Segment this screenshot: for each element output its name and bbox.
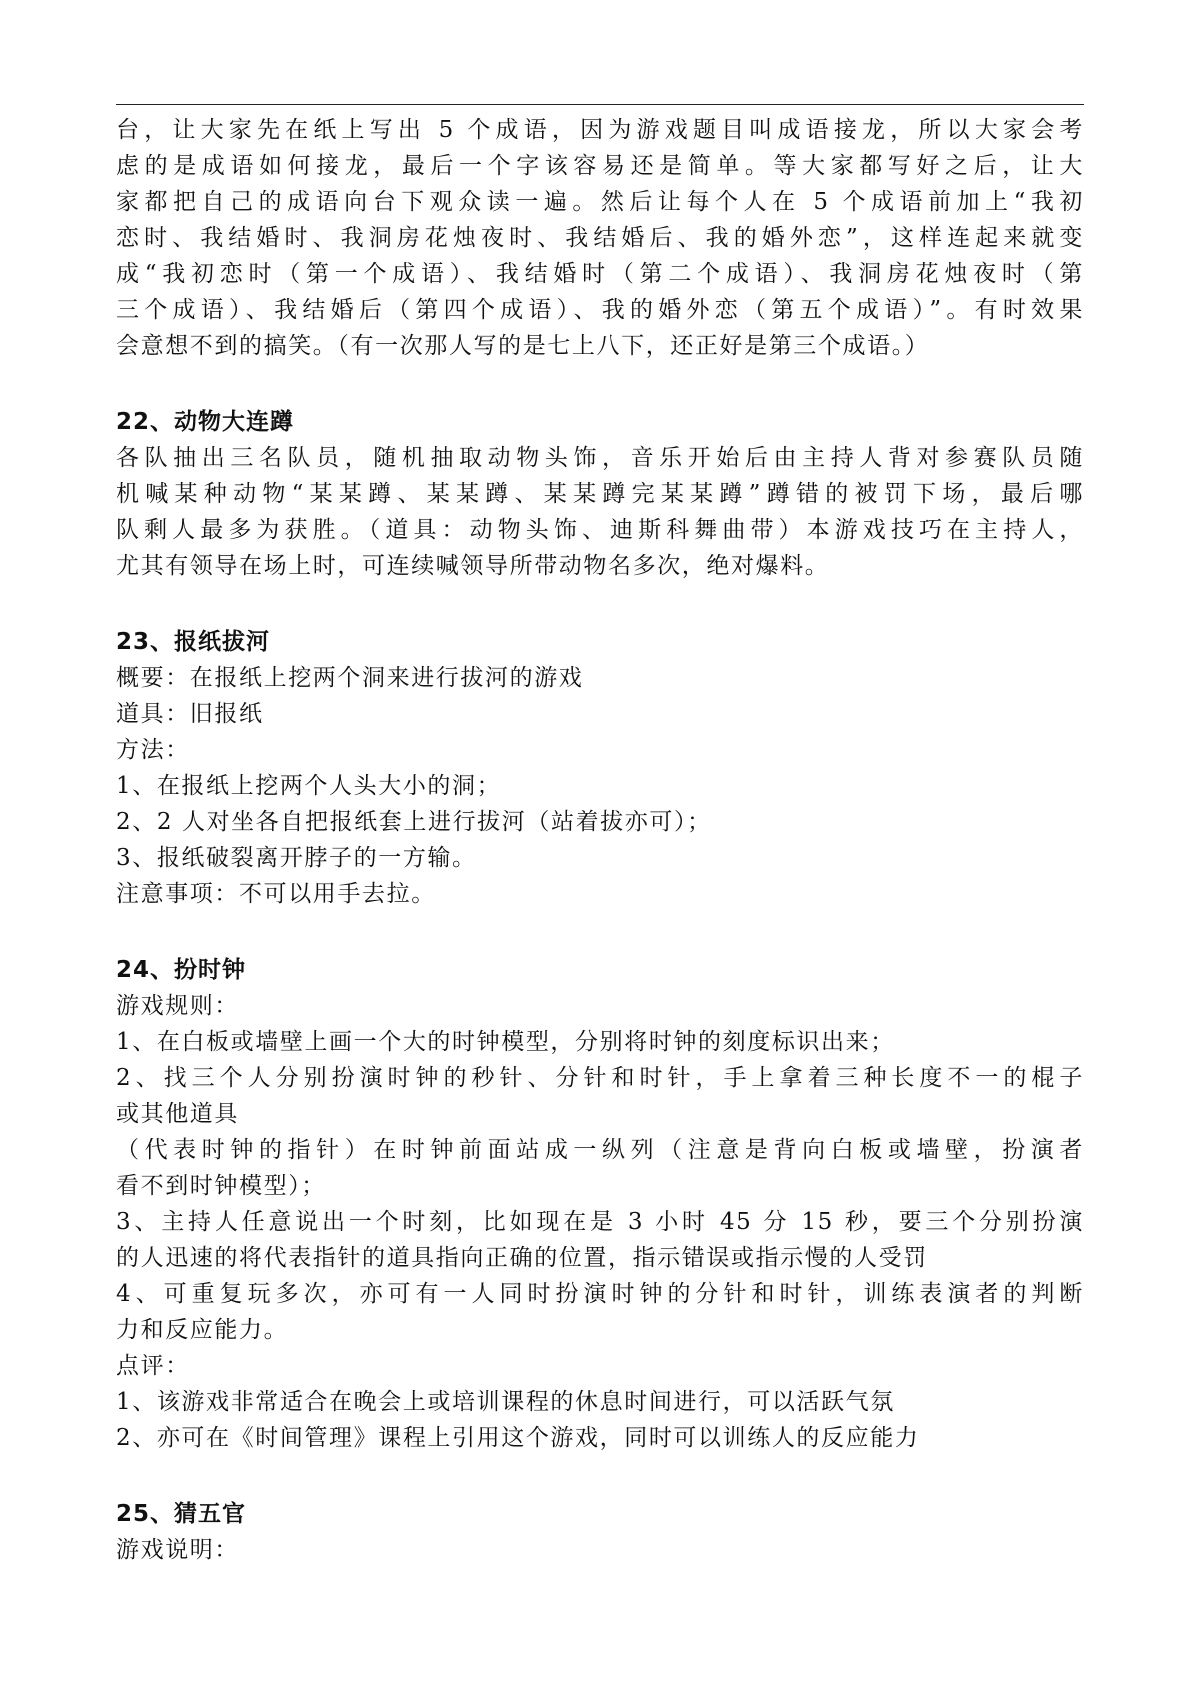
list-item: 3、主持人任意说出一个时刻，比如现在是 3 小时 45 分 15 秒，要三个分别扮演 xyxy=(116,1209,1084,1235)
list-item: 1、在报纸上挖两个人头大小的洞； xyxy=(116,773,502,799)
section-24 xyxy=(116,952,1084,1456)
list-item: 1、该游戏非常适合在晚会上或培训课程的休息时间进行，可以活跃气氛 xyxy=(116,1389,895,1415)
text-line: 看不到时钟模型）； xyxy=(116,1173,326,1199)
paragraph-line: 机喊某种动物“某某蹲、某某蹲、某某蹲完某某蹲”蹲错的被罚下场，最后哪 xyxy=(116,481,1084,507)
text-line: 概要：在报纸上挖两个洞来进行拔河的游戏 xyxy=(116,665,584,691)
paragraph-line: 队剩人最多为获胜。（道具：动物头饰、迪斯科舞曲带）本游戏技巧在主持人， xyxy=(116,517,1084,543)
paragraph-line: 恋时、我结婚时、我洞房花烛夜时、我结婚后、我的婚外恋”，这样连起来就变 xyxy=(116,225,1084,251)
paragraph-line: 各队抽出三名队员，随机抽取动物头饰，音乐开始后由主持人背对参赛队员随 xyxy=(116,445,1084,471)
section-22 xyxy=(116,404,1084,584)
text-line: 的人迅速的将代表指针的道具指向正确的位置，指示错误或指示慢的人受罚 xyxy=(116,1245,928,1271)
text-line: 注意事项：不可以用手去拉。 xyxy=(116,881,436,907)
list-item: 1、在白板或墙壁上画一个大的时钟模型，分别将时钟的刻度标识出来； xyxy=(116,1029,895,1055)
paragraph-line: 三个成语）、我结婚后（第四个成语）、我的婚外恋（第五个成语）”。有时效果 xyxy=(116,297,1084,323)
text-line: 点评： xyxy=(116,1353,190,1379)
section-heading: 22、动物大连蹲 xyxy=(116,409,295,435)
section-heading: 24、扮时钟 xyxy=(116,957,247,983)
list-item: 2、找三个人分别扮演时钟的秒针、分针和时针，手上拿着三种长度不一的棍子 xyxy=(116,1065,1084,1091)
text-line: 游戏说明： xyxy=(116,1537,239,1563)
text-line: 道具：旧报纸 xyxy=(116,701,264,727)
paragraph-line: 家都把自己的成语向台下观众读一遍。然后让每个人在 5 个成语前加上“我初 xyxy=(116,189,1084,215)
text-line: 或其他道具 xyxy=(116,1101,239,1127)
text-line: 方法： xyxy=(116,737,190,763)
section-23 xyxy=(116,624,1084,912)
document-body xyxy=(116,112,1084,1568)
section-heading: 23、报纸拔河 xyxy=(116,629,271,655)
text-line: 游戏规则： xyxy=(116,993,239,1019)
section-heading: 25、猜五官 xyxy=(116,1501,247,1527)
paragraph-line: 会意想不到的搞笑。（有一次那人写的是七上八下，还正好是第三个成语。） xyxy=(116,333,930,359)
paragraph-line: 尤其有领导在场上时，可连续喊领导所带动物名多次，绝对爆料。 xyxy=(116,553,830,579)
list-item: 3、报纸破裂离开脖子的一方输。 xyxy=(116,845,477,871)
paragraph-line: 成“我初恋时（第一个成语）、我结婚时（第二个成语）、我洞房花烛夜时（第 xyxy=(116,261,1084,287)
list-item: 2、2 人对坐各自把报纸套上进行拔河（站着拔亦可）； xyxy=(116,809,712,835)
text-line: （代表时钟的指针）在时钟前面站成一纵列（注意是背向白板或墙壁，扮演者 xyxy=(116,1137,1084,1163)
section-25 xyxy=(116,1496,1084,1568)
list-item: 4、可重复玩多次，亦可有一人同时扮演时钟的分针和时针，训练表演者的判断 xyxy=(116,1281,1084,1307)
header-rule xyxy=(116,104,1084,105)
paragraph-line: 台，让大家先在纸上写出 5 个成语，因为游戏题目叫成语接龙，所以大家会考 xyxy=(116,117,1084,143)
intro-paragraph xyxy=(116,112,1084,364)
list-item: 2、亦可在《时间管理》课程上引用这个游戏，同时可以训练人的反应能力 xyxy=(116,1425,920,1451)
paragraph-line: 虑的是成语如何接龙，最后一个字该容易还是简单。等大家都写好之后，让大 xyxy=(116,153,1084,179)
text-line: 力和反应能力。 xyxy=(116,1317,289,1343)
